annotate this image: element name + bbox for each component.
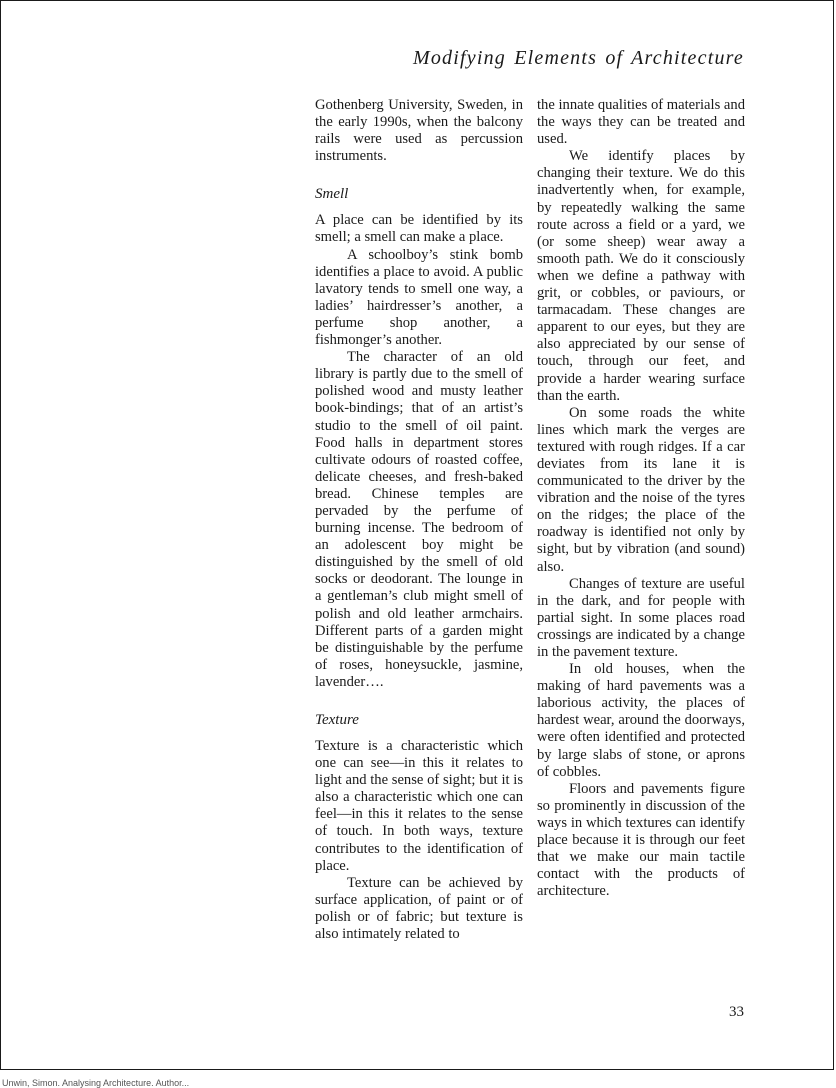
page-number: 33 — [729, 1004, 744, 1020]
paragraph: The character of an old library is partly due to the smell of polished wood and musty leather book-bindings; that of an artist’s studio to the smell of oil paint. Food halls in department stores cultivate odours of roasted coffee, delicate cheeses, and fresh-baked bread. Chinese temples are pervaded by the perfume of burning incense. The bedroom of an adolescent boy might be distinguished by the smell of old socks or deodorant. The lounge in a gentleman’s club might smell of polish and old leather armchairs. Different parts of a garden might be distinguishable by the perfume of roses, honeysuckle, jasmine, lavender…. — [315, 349, 523, 690]
left-column — [315, 97, 523, 943]
paragraph: Changes of texture are useful in the dark, and for people with partial sight. In some places road crossings are indicated by a change in the pavement texture. — [537, 575, 745, 660]
paragraph: Gothenberg University, Sweden, in the early 1990s, when the balcony rails were used as percussion instruments. — [315, 97, 523, 165]
paragraph: On some roads the white lines which mark the verges are textured with rough ridges. If a car deviates from its lane it is communicated to the driver by the vibration and the noise of the tyres on the ridges; the place of the roadway is identified not only by sight, but by vibration (and sound) also. — [537, 404, 745, 575]
running-head: Modifying Elements of Architecture — [413, 47, 744, 69]
paragraph: A place can be identified by its smell; a smell can make a place. — [315, 212, 523, 246]
paragraph: A schoolboy’s stink bomb identifies a place to avoid. A public lavatory tends to smell one way, a ladies’ hairdresser’s another, a perfume shop another, a fishmonger’s another. — [315, 246, 523, 349]
paragraph: Floors and pavements figure so prominently in discussion of the ways in which textures can identify place because it is through our feet that we make our main tactile contact with the products of architecture. — [537, 780, 745, 900]
source-note: Unwin, Simon. Analysing Architecture. Author... — [2, 1078, 190, 1088]
paragraph: We identify places by changing their texture. We do this inadvertently when, for example, by repeatedly walking the same route across a field or a yard, we (or some sheep) wear away a smooth path. We do it consciously when we define a pathway with grit, or cobbles, or paviours, or tarmacadam. These changes are apparent to our eyes, but they are also appreciated by our sense of touch, through our feet, and provide a harder wearing surface than the earth. — [537, 148, 745, 404]
section-heading-texture: Texture — [315, 712, 359, 728]
paragraph: Texture is a characteristic which one can see—in this it relates to light and the sense of sight; but it is also a characteristic which one can feel—in this it relates to the sense of touch. In both ways, texture contributes to the identification of place. — [315, 738, 523, 874]
paragraph: Texture can be achieved by surface application, of paint or of polish or of fabric; but texture is also intimately related to — [315, 874, 523, 943]
section-heading-smell: Smell — [315, 186, 349, 203]
paragraph: In old houses, when the making of hard pavements was a laborious activity, the places of hardest wear, around the doorways, were often identified and protected by large slabs of stone, or aprons of cobbles. — [537, 661, 745, 780]
right-column — [537, 97, 745, 900]
paragraph: the innate qualities of materials and the ways they can be treated and used. — [537, 97, 745, 148]
